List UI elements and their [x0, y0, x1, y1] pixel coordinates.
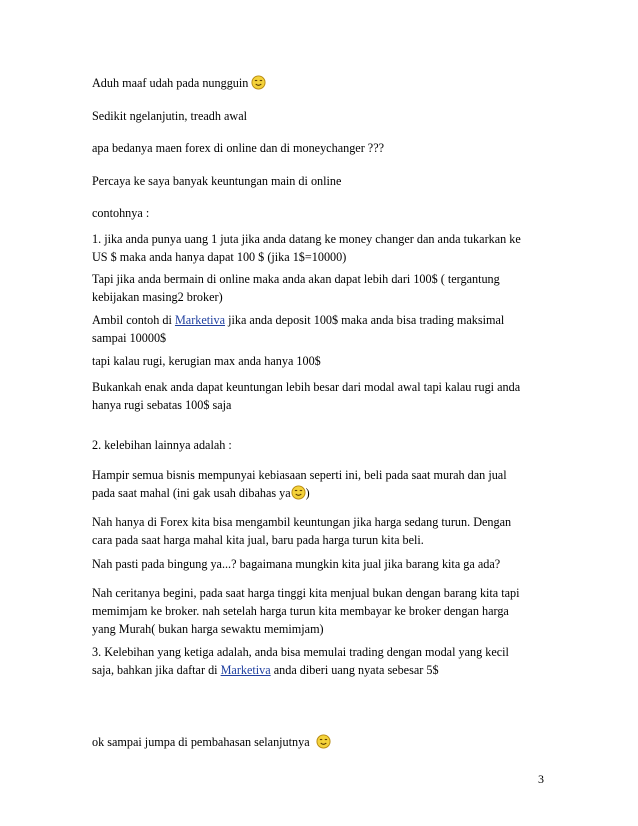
marketiva-example-post: jika anda deposit 100$ maka anda bisa trading maksimal	[225, 313, 505, 327]
greeting-text: Aduh maaf udah pada nungguin	[92, 76, 249, 90]
marketiva-example-pre: Ambil contoh di	[92, 313, 175, 327]
paragraph-marketiva-example	[92, 311, 547, 347]
business-line-1: Hampir semua bisnis mempunyai kebiasaan seperti ini, beli pada saat murah dan jual	[92, 468, 507, 482]
smiley-icon	[291, 485, 306, 500]
smiley-icon	[316, 734, 331, 749]
paragraph-forex	[92, 513, 547, 549]
paragraph-point-2-heading	[92, 436, 547, 454]
business-line-2-text: pada saat mahal (ini gak usah dibahas ya	[92, 486, 291, 500]
paragraph-closing	[92, 733, 547, 751]
marketiva-link[interactable]: Marketiva	[174, 313, 226, 327]
forex-line-1: Nah hanya di Forex kita bisa mengambil keuntungan jika harga sedang turun. Dengan	[92, 515, 512, 529]
paragraph-point-1	[92, 230, 547, 266]
point-3-line-2	[92, 661, 547, 679]
paragraph-online	[92, 270, 547, 306]
point-1-line-1: 1. jika anda punya uang 1 juta jika anda datang ke money changer dan anda tukarkan ke	[92, 232, 521, 246]
advantage-line-1: Bukankah enak anda dapat keuntungan lebih besar dari modal awal tapi kalau rugi anda	[92, 380, 521, 394]
paragraph-advantage	[92, 378, 547, 414]
point-3-pre: saja, bahkan jika daftar di	[92, 663, 221, 677]
smiley-icon	[251, 75, 266, 90]
paragraph-point-3	[92, 643, 547, 679]
point-2-heading-text: 2. kelebihan lainnya adalah :	[92, 438, 232, 452]
page-number: 3	[538, 772, 544, 786]
marketiva-example-line-2: sampai 10000$	[92, 331, 167, 345]
business-line-2-end: )	[305, 486, 310, 500]
business-line-2	[92, 484, 547, 502]
confused-text: Nah pasti pada bingung ya...? bagaimana mungkin kita jual jika barang kita ga ada?	[92, 557, 501, 571]
marketiva-example-line-1	[92, 311, 547, 329]
borrow-line-1: Nah ceritanya begini, pada saat harga tinggi kita menjual bukan dengan barang kita tapi	[92, 586, 520, 600]
paragraph-confused	[92, 555, 547, 573]
paragraph-loss	[92, 352, 547, 370]
point-3-post: anda diberi uang nyata sebesar 5$	[270, 663, 439, 677]
trust-text: Percaya ke saya banyak keuntungan main di online	[92, 174, 342, 188]
question-text: apa bedanya maen forex di online dan di moneychanger ???	[92, 141, 385, 155]
example-label-text: contohnya :	[92, 206, 150, 220]
paragraph-business	[92, 466, 547, 502]
paragraph-trust	[92, 172, 547, 190]
paragraph-greeting	[92, 74, 547, 92]
paragraph-borrow	[92, 584, 547, 638]
borrow-line-3: yang Murah( bukan harga sewaktu memimjam)	[92, 622, 324, 636]
point-3-line-1: 3. Kelebihan yang ketiga adalah, anda bisa memulai trading dengan modal yang kecil	[92, 645, 509, 659]
point-1-line-2: US $ maka anda hanya dapat 100 $ (jika 1$=10000)	[92, 250, 347, 264]
intro-text: Sedikit ngelanjutin, treadh awal	[92, 109, 248, 123]
borrow-line-2: memimjam ke broker. nah setelah harga turun kita membayar ke broker dengan harga	[92, 604, 509, 618]
paragraph-intro	[92, 107, 547, 125]
paragraph-question	[92, 139, 547, 157]
online-line-1: Tapi jika anda bermain di online maka anda akan dapat lebih dari 100$ ( tergantung	[92, 272, 500, 286]
loss-text: tapi kalau rugi, kerugian max anda hanya 100$	[92, 354, 321, 368]
paragraph-example-label	[92, 204, 547, 222]
advantage-line-2: hanya rugi sebatas 100$ saja	[92, 398, 232, 412]
marketiva-link[interactable]: Marketiva	[220, 663, 271, 677]
forex-line-2: cara pada saat harga mahal kita jual, baru pada harga turun kita beli.	[92, 533, 424, 547]
online-line-2: kebijakan masing2 broker)	[92, 290, 223, 304]
closing-text: ok sampai jumpa di pembahasan selanjutnya	[92, 735, 310, 749]
